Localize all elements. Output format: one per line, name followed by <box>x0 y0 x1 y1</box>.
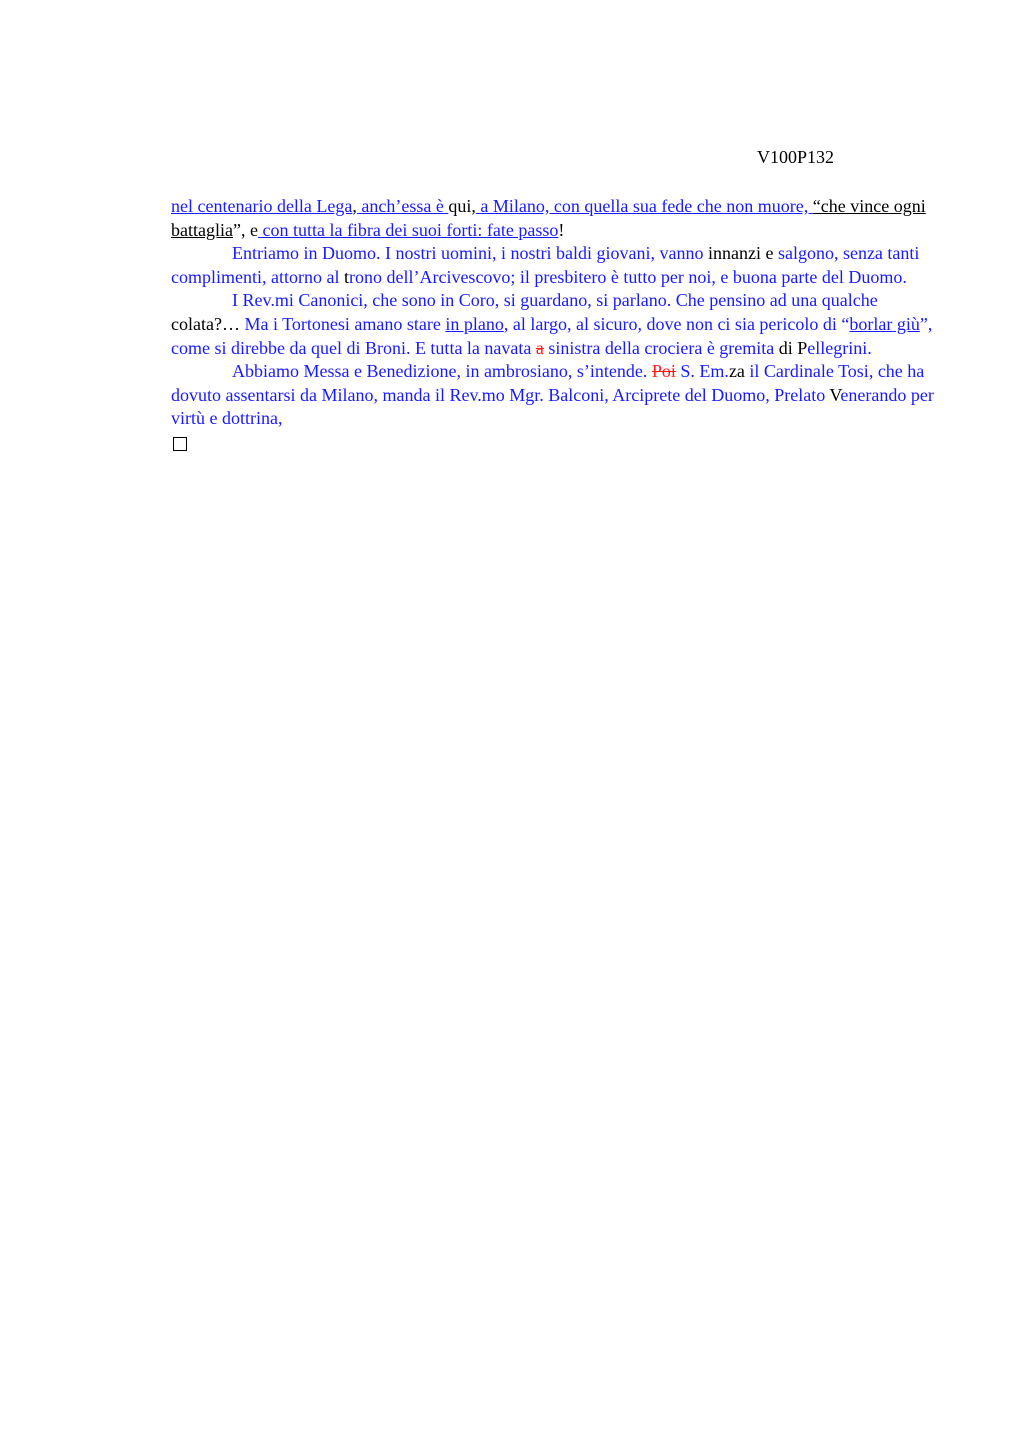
text-run: V <box>829 384 841 405</box>
inserted-text: S. Em. <box>675 361 729 382</box>
inserted-text: salgono, senza tanti complimenti, attorno al <box>171 243 920 287</box>
inserted-text: , al largo, al sicuro, dove non ci sia pericolo di “ <box>503 313 850 334</box>
inserted-text: anch’essa è <box>356 196 449 216</box>
text-run: t <box>343 266 349 287</box>
paragraph-1 <box>171 195 935 242</box>
deleted-text: a <box>535 337 544 358</box>
inserted-text: ”, come si direbbe da quel di Broni. E tutta la navata <box>171 313 933 358</box>
text-run: di P <box>778 337 808 358</box>
text-run: ”, e <box>232 219 258 240</box>
text-run: ! <box>558 219 565 240</box>
paragraph-4 <box>171 360 935 431</box>
text-run: colata?… <box>171 313 240 334</box>
document-body <box>171 195 935 458</box>
inserted-text: Ma i Tortonesi amano stare <box>239 313 446 334</box>
inserted-text: Abbiamo Messa e Benedizione, in ambrosiano, s’intende. <box>232 361 652 382</box>
paragraph-3 <box>171 289 935 360</box>
inserted-text: nel centenario della Lega <box>171 196 353 216</box>
deleted-text: Poi <box>651 361 676 382</box>
paragraph-2 <box>171 242 935 289</box>
inserted-text: con tutta la fibra dei suoi forti: <box>257 219 487 240</box>
inserted-text: Entriamo in Duomo. I nostri uomini, i nostri baldi giovani, vanno <box>232 243 708 264</box>
inserted-text: fate passo <box>486 219 559 240</box>
inserted-text: a Milano, con quella sua fede che non muore, <box>475 196 813 216</box>
text-run: , <box>471 196 476 216</box>
text-run: za <box>728 361 745 382</box>
text-run: qui <box>448 196 472 216</box>
page-identifier: V100P132 <box>757 147 835 167</box>
checkbox-icon <box>173 437 187 451</box>
inserted-text: rono dell’Arcivescovo; il presbitero è tutto per noi, e buona parte del Duomo. <box>348 266 907 287</box>
inserted-text: il Cardinale Tosi, che ha dovuto assentarsi da Milano, manda il Rev.mo Mgr. Balconi, Arciprete del Duomo, Prelato <box>171 361 925 405</box>
inserted-text: ellegrini. <box>807 337 872 358</box>
text-run: , <box>352 196 357 216</box>
inserted-text: I Rev.mi Canonici, che sono in Coro, si guardano, si parlano. Che pensino ad una qualche <box>232 290 878 311</box>
inserted-text: borlar giù <box>849 313 920 334</box>
text-run: innanzi e <box>707 243 774 264</box>
inserted-text: in plano <box>445 313 504 334</box>
inserted-text: enerando per virtù e dottrina, <box>171 384 934 429</box>
inserted-text: sinistra della crociera è gremita <box>543 337 779 358</box>
text-run: “che vince ogni battaglia <box>171 196 926 240</box>
